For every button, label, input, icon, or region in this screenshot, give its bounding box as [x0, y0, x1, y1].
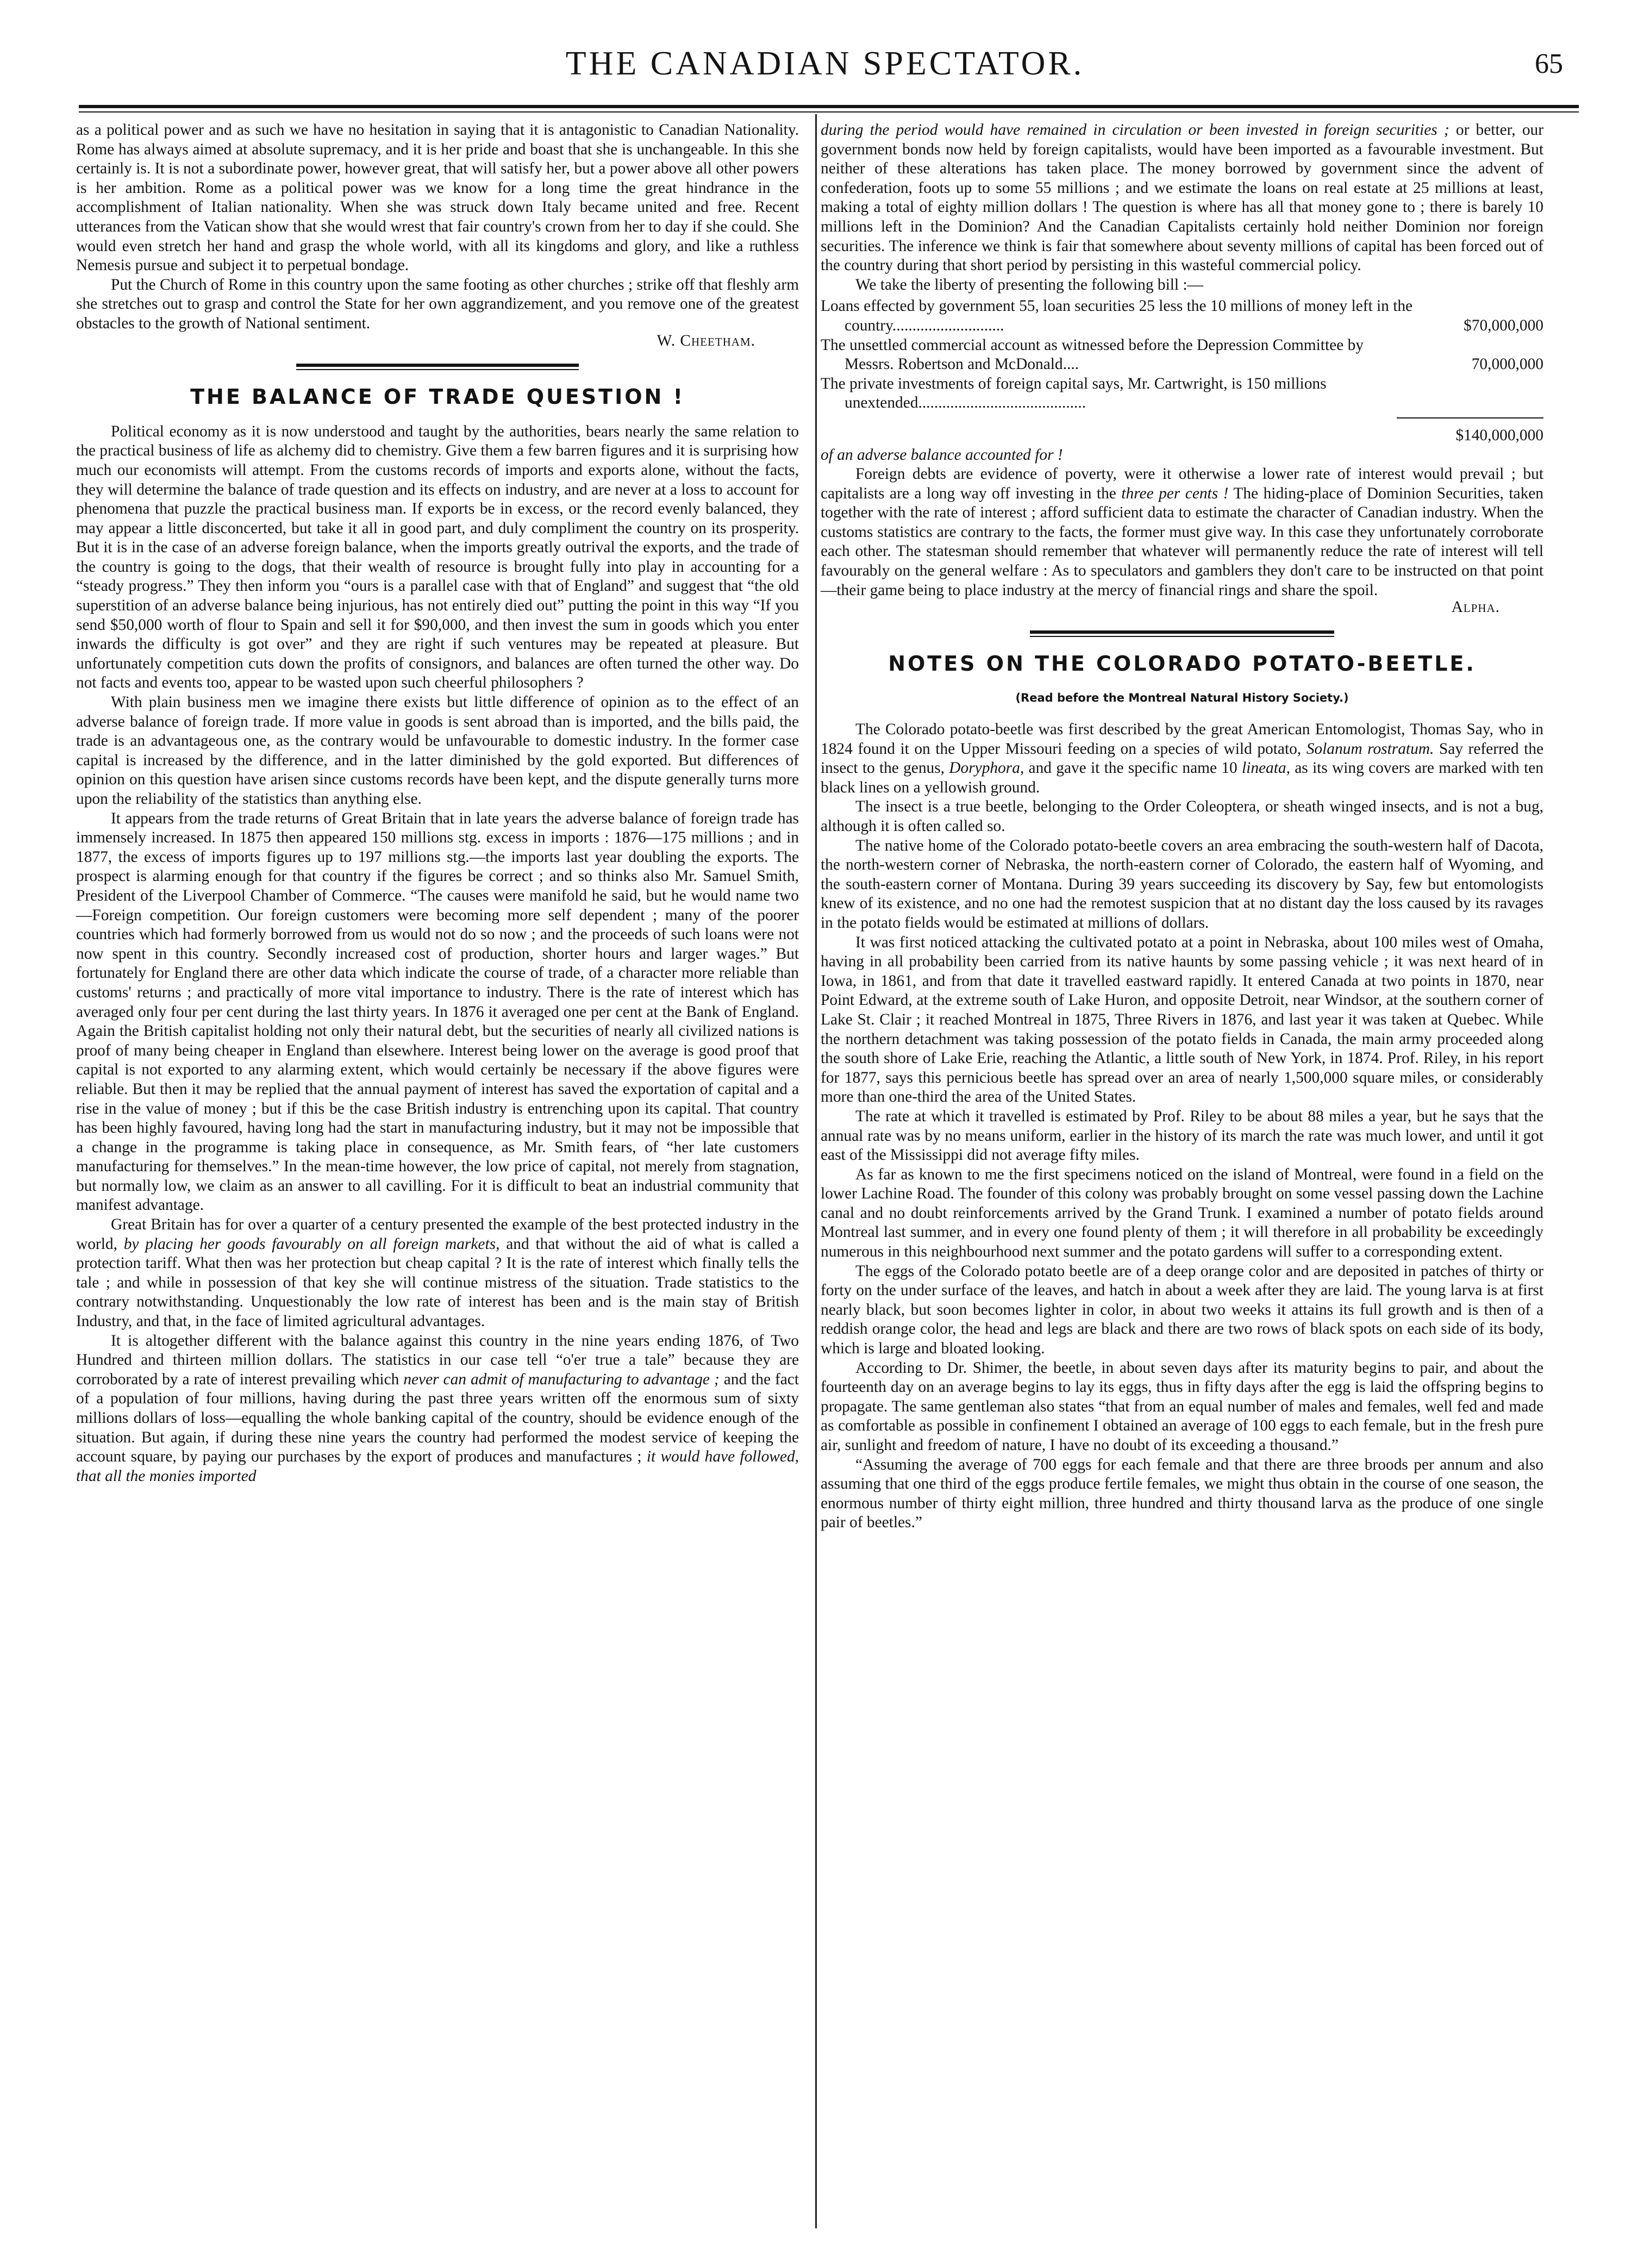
page-title: THE CANADIAN SPECTATOR. [565, 45, 1085, 82]
article-paragraph [76, 1332, 799, 1486]
text-run: The Colorado potato-beetle was first described by the great American Entomologist, Thomas Say, who in 1824 found it on the Upper Missouri feeding on a species of wild potato, [821, 721, 1543, 758]
beetle-paragraph: “Assuming the average of 700 eggs for each female and that there are three broods per annum and also assuming that one third of the eggs produce fertile females, we might thus obtain in the course of one season, the enormous number of thirty eight million, three hundred and thirty thousand larva as the produce of one single pair of beetles.” [821, 1455, 1543, 1532]
bill-amount: $70,000,000 [1464, 316, 1543, 334]
bill-row [821, 374, 1543, 413]
italic-text: Doryphora, [949, 759, 1024, 777]
text-run: and that without the aid of what is called a protection tariff. What then was her protection but cheap capital ? It is the rate of interest which finally tells the tale ; and while in possession of that key she will continue mistress of the situation. Trade statistics to the contrary notwithstanding. Unquestionably the low rate of interest has been and is the main stay of British Industry, and that, in the face of limited agricultural advantages. [76, 1235, 799, 1330]
italic-text: lineata, [1241, 759, 1290, 777]
intro-signature: W. Cheetham. [657, 332, 755, 349]
page-number: 65 [1535, 48, 1563, 79]
text-run: or better, our government bonds now held by foreign capitalists, would have been imported as a favourable investment. But neither of these alterations has taken place. The money borrowed by government since the advent of confederation, foots up to some 55 millions ; and we estimate the loans on real estate at 25 millions at least, making a total of eighty million dollars ! The question is where has all that money gone to ; there is barely 10 millions left in the Dominion? And the Canadian Capitalists certainly hold neither Dominion nor foreign securities. The inference we think is fair that somewhere about seventy millions of capital has been forced out of the country during that short period by persisting in this wasteful commercial policy. [821, 121, 1543, 274]
heading-rule-thin [1030, 636, 1334, 637]
text-run: and gave it the specific name 10 [1024, 759, 1242, 777]
beetle-paragraph: As far as known to me the first specimens noticed on the island of Montreal, were found in a field on the lower Lachine Road. The founder of this colony was probably brought on some vessel passing down the Lachine canal and no doubt reinforcements arrived by the Grand Trunk. I examined a number of potato fields around Montreal last summer, and in every one found plenty of them ; it will therefore in all probability be exceedingly numerous in this neighbourhood next summer and the potato gardens will suffer to a corresponding extent. [821, 1165, 1543, 1261]
beetle-paragraph: The rate at which it travelled is estimated by Prof. Riley to be about 88 miles a year, but he says that the annual rate was by no means uniform, earlier in the history of its march the rate was much lower, and until it got east of the Mississippi did not average fifty miles. [821, 1107, 1543, 1164]
italic-text: it would have followed, that all the monies imported [76, 1448, 799, 1485]
italic-text: three per cents ! [1121, 484, 1229, 502]
italic-text: Solanum rostratum. [1306, 740, 1434, 758]
bill-row [821, 336, 1543, 374]
bill-row [821, 297, 1543, 335]
text-run: It is altogether different with the balance against this country in the nine years ending 1876, of Two Hundred and thirteen million dollars. The statistics in our case tell “o'er true a tale” because they are corroborated by a rate of interest prevailing which [76, 1332, 799, 1388]
article-paragraph: With plain business men we imagine there exists but little difference of opinion as to the effect of an adverse balance of foreign trade. If more value in goods is sent abroad than is imported, and the bills paid, the trade is an advantageous one, as the contrary would be unfavourable to domestic industry. In the former case capital is increased by the difference, and in the latter diminished by the gold exported. But differences of opinion on this question have arisen since customs records have been kept, and the dispute generally turns more upon the reliability of the statistics than anything else. [76, 693, 799, 808]
heading-rule-thin [296, 369, 579, 370]
heading-rule [296, 364, 579, 367]
heading-rule [1030, 630, 1334, 634]
bill-intro: We take the liberty of presenting the following bill :— [855, 276, 1203, 293]
header-rule [79, 105, 1579, 108]
bill-total: $140,000,000 [1397, 417, 1543, 446]
text-run: as its wing covers are marked with ten black lines on a yellowish ground. [821, 759, 1543, 796]
text-run: The hiding-place of Dominion Securities, taken together with the rate of interest ; afford sufficient data to estimate the character of Canadian industry. When the customs statistics are contrary to the facts, the former must give way. In this case they unfortunately corroborate each other. The statesman should remember that whatever will permanently reduce the rate of interest will tell favourably on the general welfare : As to speculators and gamblers they don't care to be instructed on that point—their game being to place industry at the mercy of financial rings and share the spoil. [821, 484, 1544, 599]
bill-label: The private investments of foreign capital says, Mr. Cartwright, is 150 millions unextended.......................................... [821, 374, 1327, 412]
beetle-paragraph [821, 720, 1543, 797]
beetle-heading: NOTES ON THE COLORADO POTATO-BEETLE. [888, 651, 1476, 676]
beetle-paragraph: The native home of the Colorado potato-beetle covers an area embracing the south-western half of Dacota, the north-western corner of Nebraska, the north-eastern corner of Colorado, the eastern half of Wyoming, and the south-eastern corner of Montana. During 39 years succeeding its discovery by Say, few but entomologists knew of its existence, and no one had the remotest suspicion that at no distant day the loss caused by its ravages in the potato fields would be estimated at millions of dollars. [821, 836, 1543, 932]
italic-text: during the period would have remained in circulation or been invested in foreign securities ; [821, 121, 1449, 139]
bill-caption: of an adverse balance accounted for ! [821, 446, 1063, 464]
beetle-paragraph: It was first noticed attacking the cultivated potato at a point in Nebraska, about 100 miles west of Omaha, having in all probability been carried from its native haunts by some passing vehicle ; it was next heard of in Iowa, in 1861, and from that date it travelled eastward rapidly. It entered Canada at two points in 1870, near Point Edward, at the extreme south of Lake Huron, and opposite Detroit, near Windsor, at the southern corner of Lake St. Clair ; it reached Montreal in 1875, Three Rivers in 1876, and last year it was taken at Quebec. While the northern detachment was taking possession of the potato fields in Canada, the main army proceeded along the south shore of Lake Erie, reaching the Atlantic, a little south of New York, in 1874. Prof. Riley, in his report for 1877, says this pernicious beetle has spread over an area of nearly 1,500,000 square miles, or considerably more than one-third the area of the United States. [821, 933, 1543, 1106]
text-run: and the fact of a population of four millions, having during the past three years written off the enormous sum of sixty millions dollars of loss—equalling the whole banking capital of the country, should be evidence enough of the situation. But again, if during these nine years the country had performed the modest service of keeping the account square, by paying our purchases by the export of produces and manufactures ; [76, 1370, 799, 1466]
italic-text: by placing her goods favourably on all foreign markets, [123, 1235, 500, 1253]
article-heading: THE BALANCE OF TRADE QUESTION ! [190, 385, 685, 409]
beetle-subheading: (Read before the Montreal Natural History Society.) [1015, 691, 1349, 705]
right-column [821, 121, 1543, 1533]
intro-paragraph: as a political power and as such we have no hesitation in saying that it is antagonistic to Canadian Nationality. Rome has always aimed at absolute supremacy, and it is her pride and boast that she is unchangeable. In this she certainly is. It is not a subordinate power, however great, that will satisfy her, but a power above all other powers is her ambition. Rome as a political power was we know for a long time the great hindrance in the accomplishment of Italian nationality. When she was struck down Italy became united and free. Recent utterances from the Vatican show that she would wrest that fair country's crown from her to day if she could. She would even stretch her hand and grasp the whole world, with all its kingdoms and glory, and like a ruthless Nemesis pursue and subject it to perpetual bondage. [76, 121, 799, 274]
column-divider [815, 114, 817, 2228]
article-paragraph [821, 465, 1543, 600]
left-column [76, 121, 799, 1486]
italic-text: never can admit of manufacturing to advantage ; [403, 1370, 720, 1388]
continuation-paragraph [821, 121, 1543, 276]
text-run: Foreign debts are evidence of poverty, were it otherwise a lower rate of interest would prevail ; but capitalists are a long way off investing in the [821, 465, 1543, 502]
intro-paragraph: Put the Church of Rome in this country upon the same footing as other churches ; strike off that fleshly arm she stretches out to grasp and control the State for her own aggrandizement, and you remove one of the greatest obstacles to the growth of National sentiment. [76, 276, 799, 332]
article-paragraph: Political economy as it is now understood and taught by the authorities, bears nearly the same relation to the practical business of life as alchemy did to chemistry. Give them a few barren figures and it is surprising how much our economists will attempt. From the customs records of imports and exports alone, without the facts, they will determine the balance of trade question and its effects on industry, and are never at a loss to account for phenomena that puzzle the practical business man. If exports be in excess, or the record evenly balanced, they may appear a little disconcerted, but take it all in good part, and duly compliment the country on its prosperity. But it is in the case of an adverse foreign balance, when the imports greatly outrival the exports, and the trade of the country is going to the dogs, that their wealth of resource is brought fully into play in accounting for a “steady progress.” They then inform you “ours is a parallel case with that of England” and suggest that “the old superstition of an adverse balance being injurious, has not entirely died out” putting the point in this way “If you send $50,000 worth of flour to Spain and sell it for $90,000, and then invest the sum in goods which you enter inwards the difficulty is got over” and they are right if such ventures may be repeated at pleasure. But unfortunately competition cuts down the profits of consignors, and balances are often turned the other way. Do not facts and events too, appear to be wasted upon such cheerful philosophers ? [76, 422, 799, 692]
bill-label: Loans effected by government 55, loan securities 25 less the 10 millions of money left in the country............................ [821, 297, 1413, 334]
article-paragraph [76, 1215, 799, 1332]
trade-signature: Alpha. [1451, 598, 1500, 616]
beetle-paragraph: The insect is a true beetle, belonging to the Order Coleoptera, or sheath winged insects, and is not a bug, although it is often called so. [821, 798, 1543, 835]
bill-label: The unsettled commercial account as witnessed before the Depression Committee by Messrs. Robertson and McDonald.... [821, 336, 1364, 373]
text-run: Great Britain has for over a quarter of a century presented the example of the best protected industry in the world, [76, 1216, 799, 1253]
header-rule-thin [79, 111, 1579, 113]
beetle-paragraph: The eggs of the Colorado potato beetle are of a deep orange color and are deposited in patches of thirty or forty on the under surface of the leaves, and hatch in about a week after they are laid. The young larva is at first nearly black, but soon becomes lighter in color, in about two weeks it attains its full growth and is then of a reddish orange color, the head and legs are black and there are two rows of black spots on each side of its body, which is large and bloated looking. [821, 1262, 1543, 1358]
bill-table [821, 297, 1543, 445]
bill-amount: 70,000,000 [1471, 355, 1543, 373]
beetle-paragraph: According to Dr. Shimer, the beetle, in about seven days after its maturity begins to pair, and about the fourteenth day on an average begins to lay its eggs, thus in fifty days after the egg is laid the offspring begins to propagate. The same gentleman also states “that from an equal number of males and females, well fed and made as comfortable as possible in confinement I obtained an average of 100 eggs to each female, but in the fresh pure air, sunlight and freedom of nature, I have no doubt of its exceeding a thousand.” [821, 1359, 1543, 1454]
article-paragraph: It appears from the trade returns of Great Britain that in late years the adverse balance of foreign trade has immensely increased. In 1875 then appeared 150 millions stg. excess in imports : 1876—175 millions ; and in 1877, the excess of imports figures up to 197 millions stg.—the imports last year doubling the exports. The prospect is alarming enough for that country if the figures be correct ; and so thinks also Mr. Samuel Smith, President of the Liverpool Chamber of Commerce. “The causes were manifold he said, but he would name two—Foreign competition. Our foreign customers were becoming more self dependent ; many of the poorer countries which had formerly borrowed from us would not do so now ; and the proceeds of such loans were not now spent in this country. Secondly increased cost of production, shorter hours and larger wages.” But fortunately for England there are other data which indicate the course of trade, of a character more reliable than customs' returns ; and practically of more vital importance to industry. There is the rate of interest which has averaged only four per cent during the last thirty years. In 1876 it averaged one per cent at the Bank of England. Again the British capitalist holding not only their natural debt, but the securities of nearly all civilized nations is proof of many being cheaper in England than elsewhere. Interest being lower on the average is good proof that capital is not exported to any alarming extent, which would certainly be necessary if the above figures were reliable. But then it may be replied that the annual payment of interest has saved the exportation of capital and a rise in the value of money ; but if this be the case British industry is entrenching upon its capital. That country has been highly favoured, having long had the start in manufacturing industry, but it may not be impossible that a change in the programme is taking place in consequence, as Mr. Smith fears, of “her late customers manufacturing for themselves.” In the mean-time however, the low price of capital, not merely from stagnation, but normally low, we claim as an answer to all cavilling. For it is difficult to beat an industrial community that manifest advantage. [76, 809, 799, 1214]
text-run: Say referred the insect to the genus, [821, 740, 1543, 777]
